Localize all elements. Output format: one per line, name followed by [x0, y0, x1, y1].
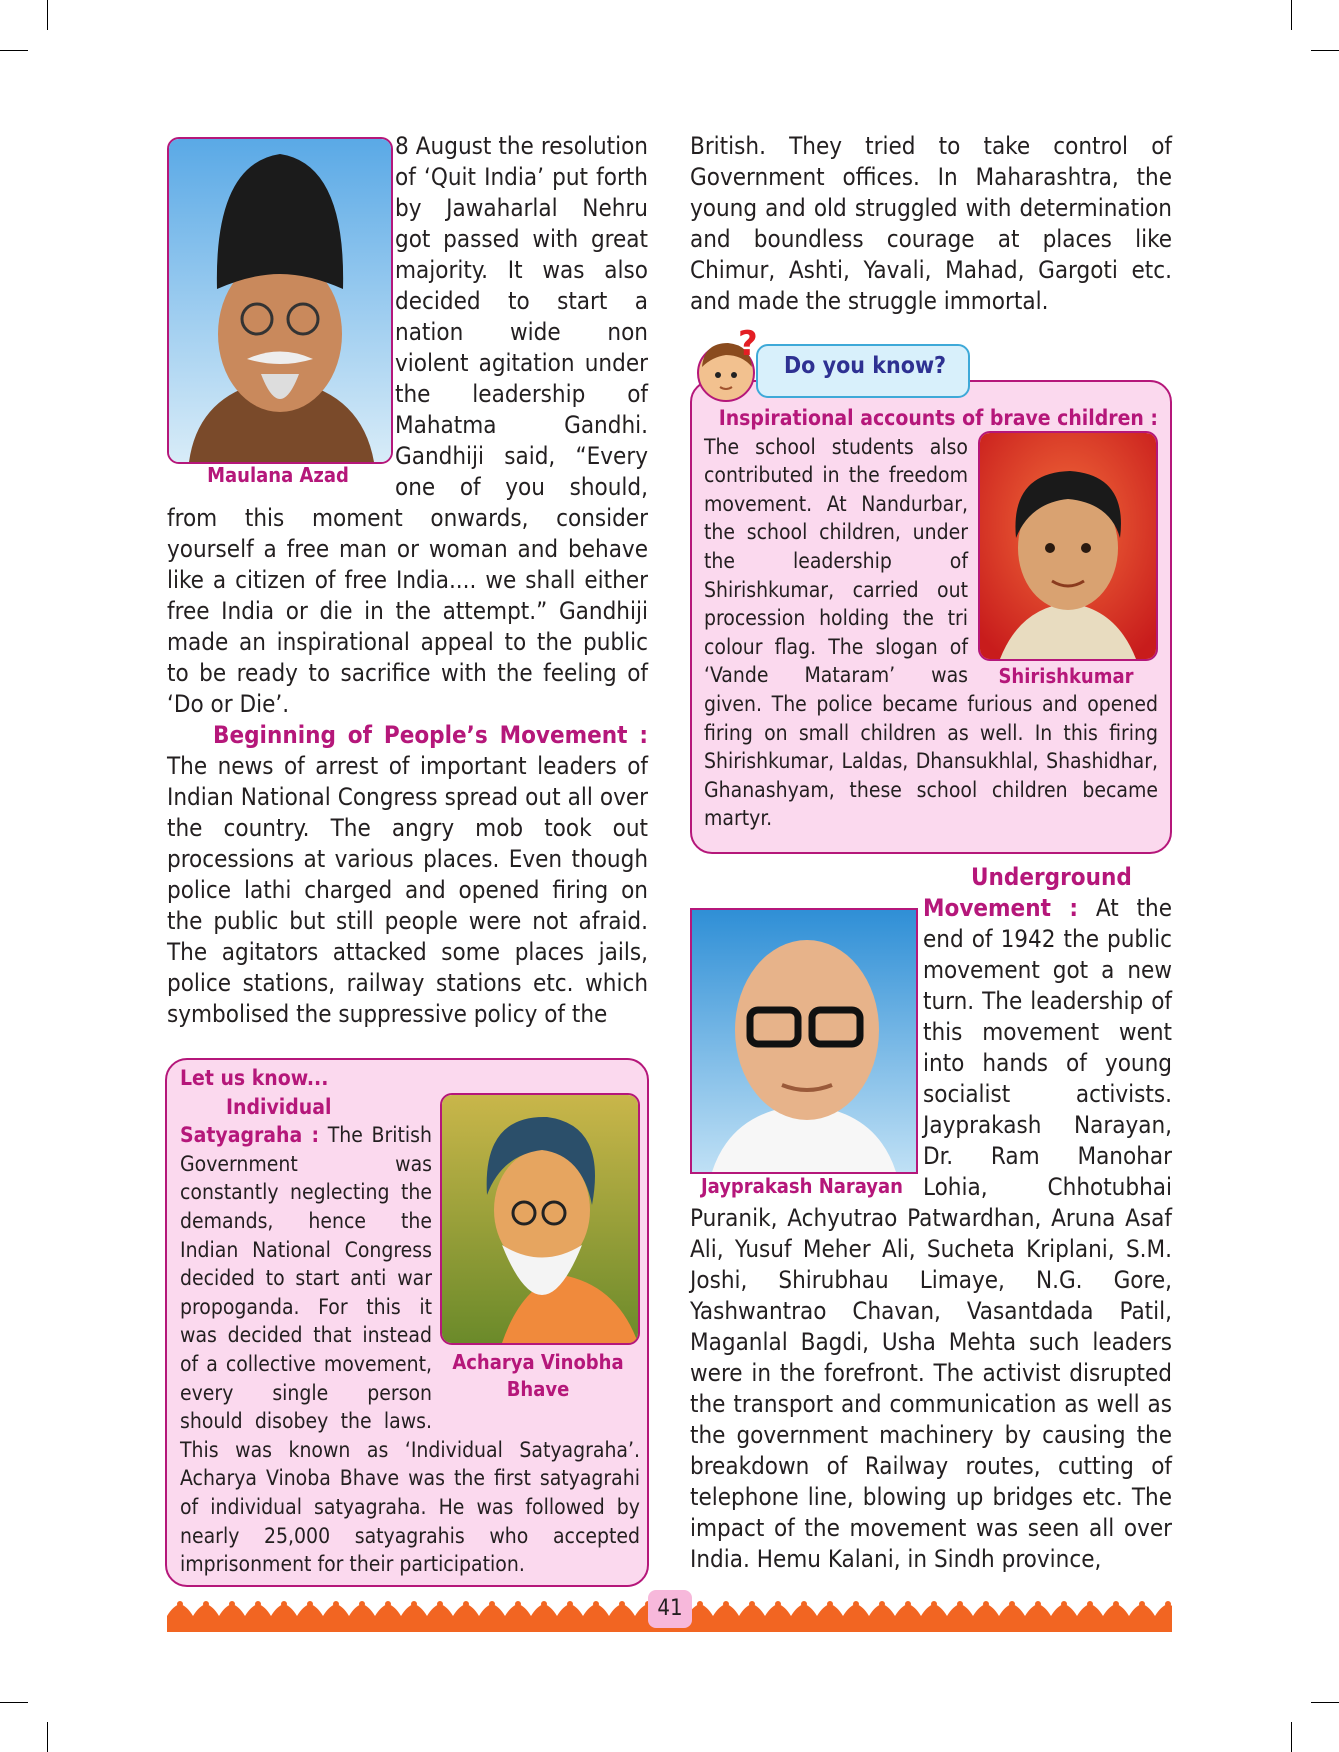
portrait-spacer — [167, 131, 395, 487]
crop-mark — [0, 50, 28, 51]
let-us-know-title: Let us know... — [180, 1066, 329, 1090]
vinoba-bhave-portrait — [440, 1093, 640, 1345]
do-you-know-label: Do you know? — [784, 353, 947, 379]
thinking-child-icon — [694, 327, 764, 403]
shirishkumar-portrait — [978, 431, 1158, 661]
underground-heading: Underground Movement : — [923, 863, 1132, 922]
jayprakash-narayan-portrait — [690, 908, 918, 1174]
peoples-movement-heading: Beginning of People’s Movement : — [213, 721, 648, 749]
right-column-top-text — [690, 131, 1172, 317]
brave-children-heading: Inspirational accounts of brave children : — [718, 406, 1158, 430]
shirishkumar-caption: Shirishkumar — [998, 663, 1134, 688]
crop-mark — [1291, 0, 1292, 30]
do-you-know-content — [704, 404, 1158, 833]
crop-mark — [1311, 50, 1339, 51]
vinoba-bhave-caption: Acharya Vinobha Bhave — [452, 1349, 624, 1401]
left-column-text — [167, 131, 648, 1030]
page-number: 41 — [648, 1590, 692, 1628]
right-top-paragraph: British. They tried to take control of Government offices. In Maharashtra, the young and old struggled with determination and boundless courage at places like Chimur, Ashti, Yavali, Mahad, Gargoti etc. and made the struggle immortal. — [690, 132, 1172, 315]
vinoba-figure — [440, 1093, 640, 1413]
individual-satyagraha-text: The British Government was constantly neglecting the demands, hence the Indian National Congress decided to start anti war propoganda. For this it was decided that instead of a collective movement, every single person should disobey the laws. This was known as ‘Individual Satyagraha’. Acharya Vinoba Bhave was the first satyagrahi of individual satyagraha. He was followed by nearly 25,000 satyagrahis who accepted imprisonment for their participation. — [180, 1123, 640, 1577]
crop-mark — [47, 1722, 48, 1752]
crop-mark — [0, 1702, 28, 1703]
individual-satyagraha-heading: Individual Satyagraha : — [180, 1094, 332, 1148]
jayprakash-narayan-caption: Jayprakash Narayan — [700, 1174, 903, 1198]
let-us-know-content — [180, 1064, 640, 1579]
underground-body: At the end of 1942 the public movement got a new turn. The leadership of this movement went into hands of young socialist activists. Jayprakash Narayan, Dr. Ram Manohar Lohia, Chhotubhai Puranik, Achyutrao Patwardhan, Aruna Asaf Ali, Yusuf Meher Ali, Sucheta Kriplani, S.M. Joshi, Shirubhau Limaye, N.G. Gore, Yashwantrao Chavan, Vasantdada Patil, Maganlal Bagdi, Usha Mehta such leaders were in the forefront. The activist disrupted the transport and communication as well as the government machinery by causing the breakdown of Railway routes, cutting of telephone line, blowing up bridges etc. The impact of the movement was seen all over India. Hemu Kalani, in Sindh province, — [690, 894, 1172, 1573]
maulana-azad-caption: Maulana Azad — [207, 463, 349, 487]
svg-text:?: ? — [738, 327, 758, 364]
crop-mark — [1291, 1722, 1292, 1752]
crop-mark — [1311, 1702, 1339, 1703]
intro-paragraph: 8 August the resolution of ‘Quit India’ put forth by Jawaharlal Nehru got passed with great majority. It was also decided to start a nation wide non violent agitation under the leadership of Mahatma Gandhi. Gandhiji said, “Every one of you should, from this moment onwards, consider yourself a free man or woman and behave like a citizen of free India.... we shall either free India or die in the attempt.” Gandhiji made an inspirational appeal to the public to be ready to sacrifice with the feeling of ‘Do or Die’. — [167, 132, 648, 718]
peoples-movement-text: The news of arrest of important leaders of Indian National Congress spread out all over the country. The angry mob took out processions at various places. Even though police lathi charged and opened firing on the public but still people were not afraid. The agitators attacked some places jails, police stations, railway stations etc. which symbolised the suppressive policy of the — [167, 752, 648, 1028]
crop-mark — [47, 0, 48, 30]
peoples-movement-paragraph — [167, 720, 648, 1030]
shirishkumar-figure — [978, 431, 1158, 689]
brave-children-text: The school students also contributed in the freedom movement. At Nandurbar, the school children, under the leadership of Shirishkumar, carried out procession holding the tri colour flag. The slogan of ‘Vande Mataram’ was given. The police became furious and opened firing on small children as well. In this firing Shirishkumar, Laldas, Dhansukhlal, Shashidhar, Ghanashyam, these school children became martyr. — [704, 434, 1158, 831]
